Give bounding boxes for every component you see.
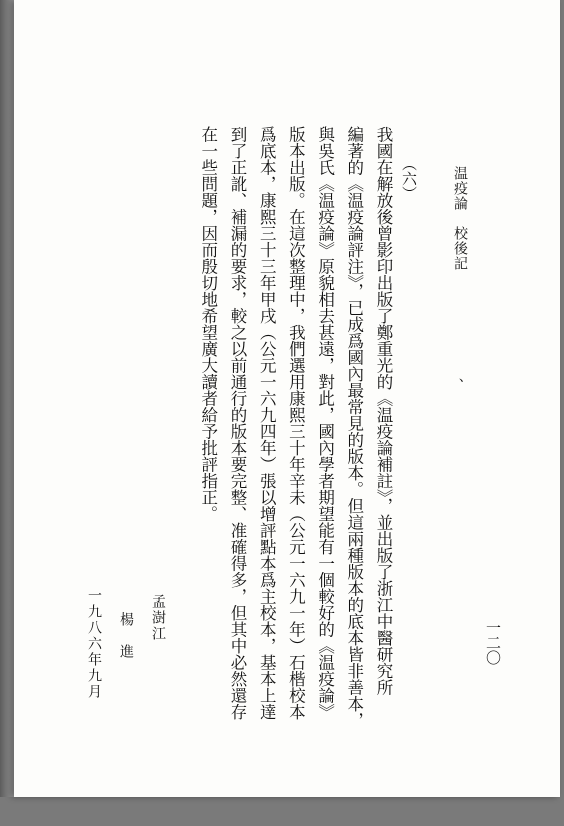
body-line: 爲底本，康熙三十三年甲戌（公元一六九四年）張以增評點本爲主校本，基本上達 — [257, 126, 277, 720]
body-line: 到了正訛、補漏的要求，較之以前通行的版本要完整、准確得多，但其中必然還存 — [227, 126, 247, 720]
section-heading: （六） — [400, 156, 418, 201]
running-title: 温疫論 校後記 — [452, 166, 468, 271]
body-paragraph — [194, 126, 398, 826]
signature-date: 一九八六年九月 — [86, 588, 102, 700]
body-line: 編著的《温疫論評注》，已成爲國內最常見的版本。但這兩種版本的底本皆非善本， — [344, 126, 364, 729]
signature-author-1: 孟澍江 — [150, 594, 166, 642]
stray-mark: 、 — [448, 378, 464, 392]
viewer-left-edge — [0, 0, 14, 797]
body-line: 在一些問題，因而殷切地希望廣大讀者給予批評指正。 — [198, 126, 218, 522]
signature-author-2: 楊 進 — [118, 612, 134, 660]
body-line: 與吳氏《温疫論》原貌相去甚遠，對此，國內學者期望能有一個較好的《温疫論》 — [315, 126, 335, 720]
document-page — [14, 0, 560, 797]
body-line: 我國在解放後曾影印出版了鄭重光的《温疫論補註》，並出版了浙江中醫研究所 — [374, 126, 393, 696]
body-line: 版本出版。在這次整理中，我們選用康熙三十年辛未（公元一六九一年）石楷校本 — [286, 126, 306, 720]
page-number: 一二〇 — [484, 620, 502, 665]
